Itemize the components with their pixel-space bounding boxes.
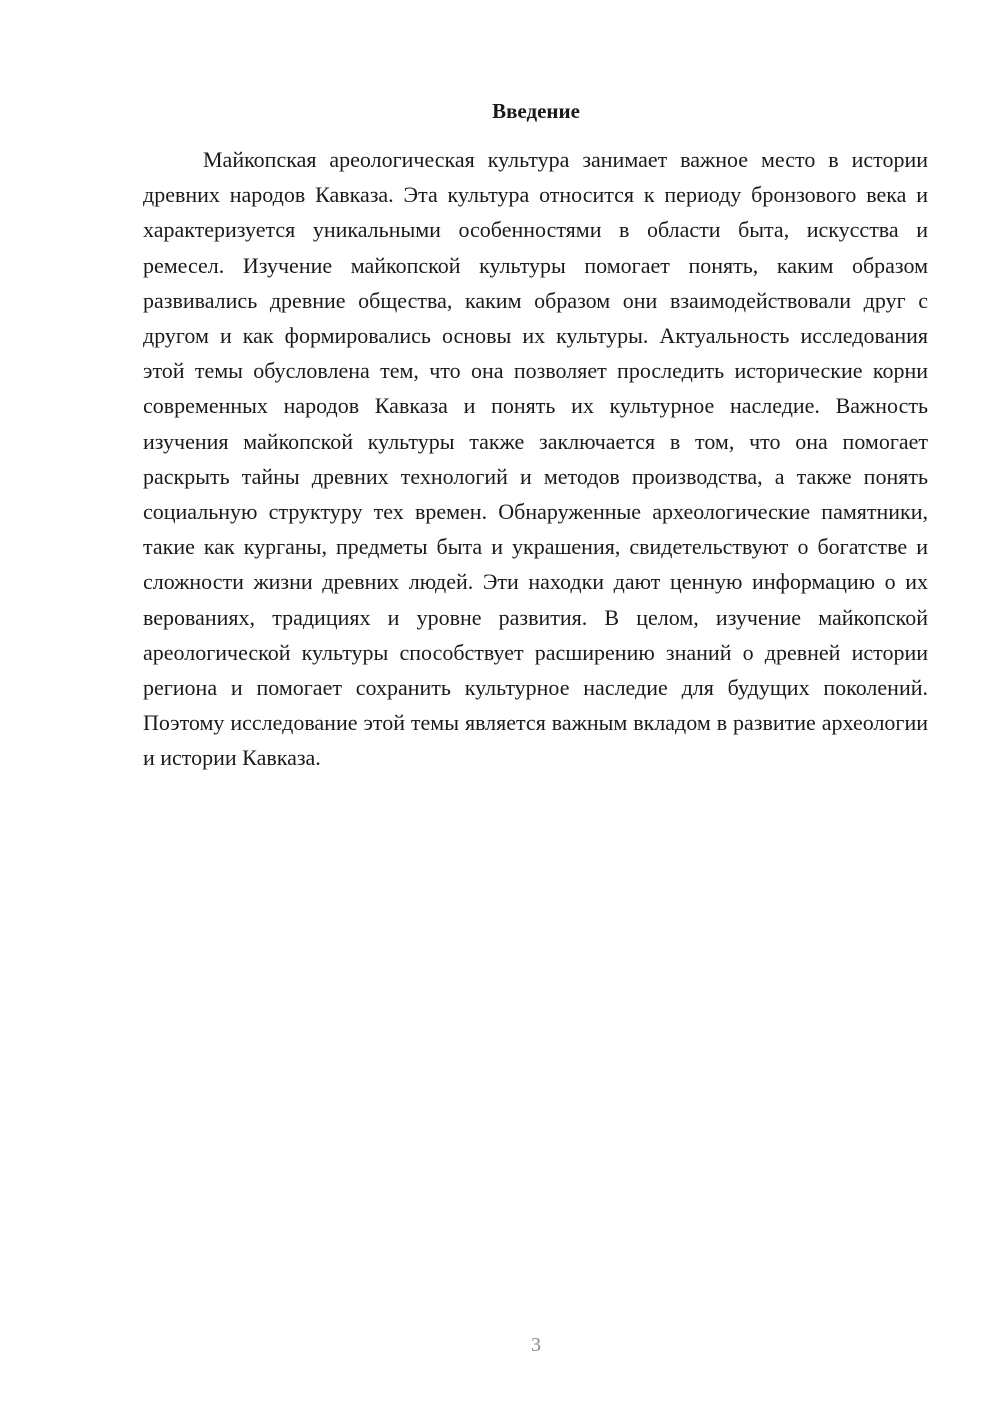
section-heading: Введение [492,99,580,123]
body-paragraph: Майкопская ареологическая культура занимает важное место в истории древних народов Кавказа. Эта культура относится к периоду бронзового века и характеризуется уникальными особенностями в области быта, искусства и ремесел. Изучение майкопской культуры помогает понять, каким образом развивались древние общества, каким образом они взаимодействовали друг с другом и как формировались основы их культуры. Актуальность исследования этой темы обусловлена тем, что она позволяет проследить исторические корни современных народов Кавказа и понять их культурное наследие. Важность изучения майкопской культуры также заключается в том, что она помогает раскрыть тайны древних технологий и методов производства, а также понять социальную структуру тех времен. Обнаруженные археологические памятники, такие как курганы, предметы быта и украшения, свидетельствуют о богатстве и сложности жизни древних людей. Эти находки дают ценную информацию о их верованиях, традициях и уровне развития. В целом, изучение майкопской ареологической культуры способствует расширению знаний о древней истории региона и помогает сохранить культурное наследие для будущих поколений. Поэтому исследование этой темы является важным вкладом в развитие археологии и истории Кавказа. [143,147,928,771]
page-number: 3 [531,1334,541,1356]
